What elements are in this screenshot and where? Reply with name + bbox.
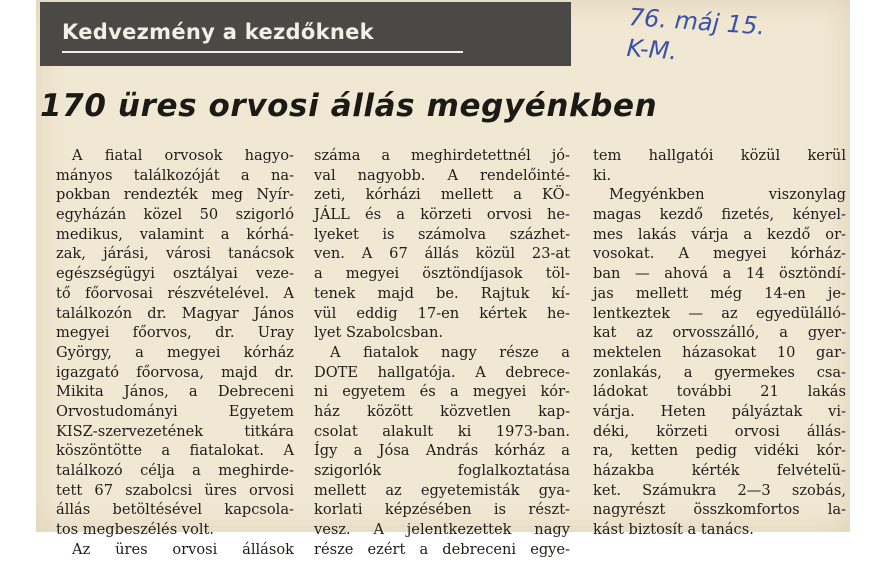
article-text-line: a megyei ösztöndíjasok töl- [314, 265, 570, 283]
article-text-line: kást biztosít a tanács. [593, 521, 754, 539]
article-column-1 [56, 146, 294, 559]
article-text-line: JÁLL és a körzeti orvosi he- [314, 206, 570, 224]
article-text-line: Orvostudományi Egyetem [56, 402, 294, 420]
article-text-line: mányos találkozóját a na- [56, 166, 294, 184]
handwritten-note-line: K-M. [625, 33, 678, 66]
article-text-line: ládokat további 21 lakás [593, 383, 846, 401]
article-text-line: tem hallgatói közül kerül [593, 147, 846, 164]
article-text-line: házakba kérték felvételü- [593, 462, 846, 479]
article-text-line: igazgató főorvosa, majd dr. [56, 363, 294, 381]
article-text-line: A fiatalok nagy része a [330, 343, 570, 361]
article-text-line: vosokat. A megyei kórház- [593, 245, 846, 263]
article-text-line: KISZ-szervezetének titkára [56, 422, 294, 440]
article-text-line: ki. [593, 166, 612, 184]
article-text-line: ni egyetem és a megyei kór- [314, 383, 570, 401]
article-text-line: szigorlók foglalkoztatása [314, 462, 570, 479]
article-text-line: megyei főorvos, dr. Uray [56, 324, 294, 342]
article-text-line: találkozón dr. Magyar János [56, 304, 294, 322]
article-text-line: zonlakás, a gyermekes csa- [593, 363, 846, 381]
article-text-line: kat az orvosszálló, a gyer- [593, 324, 846, 342]
article-text-line: pokban rendezték meg Nyír- [56, 186, 294, 204]
article-text-line: zeti, kórházi mellett a KÖ- [314, 186, 570, 204]
article-text-line: Az üres orvosi állások [72, 540, 294, 558]
article-text-line: tett 67 szabolcsi üres orvosi [56, 481, 294, 499]
section-title: Kedvezmény a kezdőknek [62, 20, 374, 44]
article-text-line: Megyénkben viszonylag [609, 186, 846, 204]
article-text-line: találkozó célja a meghirde- [56, 462, 294, 479]
article-text-line: mes lakás várja a kezdő or- [593, 225, 846, 243]
article-text-line: egyházán közel 50 szigorló [56, 206, 294, 224]
article-text-line: része ezért a debreceni egye- [314, 540, 570, 558]
article-text-line: Így a Jósa András kórház a [314, 442, 570, 460]
article-text-line: lyet Szabolcsban. [314, 324, 443, 342]
article-text-line: jas mellett még 14-en je- [593, 284, 846, 302]
article-text-line: ban — ahová a 14 ösztöndí- [593, 265, 846, 283]
article-text-line: ket. Számukra 2—3 szobás, [593, 481, 846, 499]
article-text-line: állás betöltésével kapcsola- [56, 501, 294, 519]
article-text-line: mektelen házasokat 10 gar- [593, 343, 846, 361]
section-title-underline [62, 51, 463, 53]
handwritten-note-line: 76. máj 15. [627, 2, 766, 41]
article-text-line: csolat alakult ki 1973-ban. [314, 422, 570, 440]
article-text-line: medikus, valamint a kórhá- [56, 225, 294, 243]
article-text-line: száma a meghirdetettnél jó- [314, 147, 570, 164]
article-text-line: várja. Heten pályáztak vi- [593, 402, 846, 420]
article-text-line: lyeket is számolva százhet- [314, 225, 570, 243]
article-text-line: vesz. A jelentkezettek nagy [314, 521, 570, 539]
article-text-line: A fiatal orvosok hagyo- [72, 147, 294, 164]
article-text-line: tő főorvosai részvételével. A [56, 284, 294, 302]
article-text-line: egészségügyi osztályai veze- [56, 265, 294, 283]
article-text-line: zak, járási, városi tanácsok [56, 245, 294, 263]
article-text-line: tos megbeszélés volt. [56, 521, 215, 539]
article-text-line: magas kezdő fizetés, kényel- [593, 206, 846, 224]
article-text-line: val nagyobb. A rendelőinté- [314, 166, 570, 184]
article-text-line: ven. A 67 állás közül 23-at [314, 245, 570, 263]
article-column-3 [593, 146, 846, 540]
article-text-line: korlati képzésében is részt- [314, 501, 570, 519]
article-text-line: ház között közvetlen kap- [314, 402, 570, 420]
article-text-line: DOTE hallgatója. A debrece- [314, 363, 570, 381]
article-text-line: György, a megyei kórház [56, 343, 294, 361]
article-headline: 170 üres orvosi állás megyénkben [40, 88, 658, 124]
article-text-line: lentkeztek — az egyedülálló- [593, 304, 846, 322]
article-column-2 [314, 146, 570, 559]
article-text-line: nagyrészt összkomfortos la- [593, 501, 846, 519]
article-text-line: köszöntötte a fiatalokat. A [56, 442, 294, 460]
article-text-line: ra, ketten pedig vidéki kór- [593, 442, 846, 460]
article-text-line: Mikita János, a Debreceni [56, 383, 294, 401]
article-text-line: mellett az egyetemisták gya- [314, 481, 570, 499]
article-text-line: tenek majd be. Rajtuk kí- [314, 284, 570, 302]
article-text-line: vül eddig 17-en kértek he- [314, 304, 570, 322]
article-text-line: déki, körzeti orvosi állás- [593, 422, 846, 440]
